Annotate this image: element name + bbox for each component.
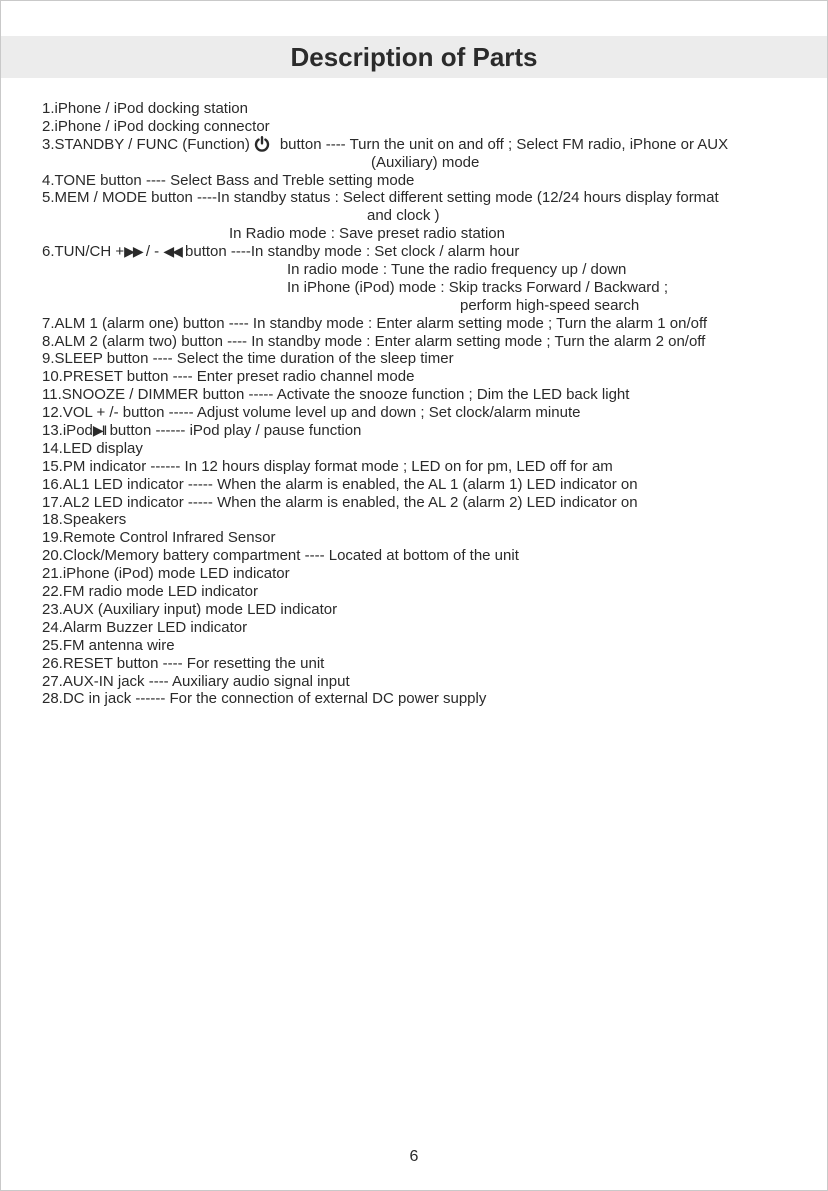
list-item: 16.AL1 LED indicator ----- When the alarm is enabled, the AL 1 (alarm 1) LED indicator on [42, 475, 638, 493]
list-item: 11.SNOOZE / DIMMER button ----- Activate the snooze function ; Dim the LED back light [42, 386, 630, 404]
list-item-continuation: perform high-speed search [460, 296, 640, 314]
list-item: 18.Speakers [42, 511, 127, 529]
list-item-continuation: In iPhone (iPod) mode : Skip tracks Forward / Backward ; [287, 278, 668, 296]
list-item: 19.Remote Control Infrared Sensor [42, 529, 276, 547]
list-item: 9.SLEEP button ---- Select the time duration of the sleep timer [42, 350, 454, 368]
list-item: 1.iPhone / iPod docking station [42, 100, 248, 117]
list-item: 15.PM indicator ------ In 12 hours display format mode ; LED on for pm, LED off for am [42, 457, 613, 475]
list-item: 14.LED display [42, 439, 143, 457]
list-item: 2.iPhone / iPod docking connector [42, 117, 270, 135]
list-item: 25.FM antenna wire [42, 636, 175, 654]
list-item: 4.TONE button ---- Select Bass and Treble setting mode [42, 171, 415, 189]
list-item: 12.VOL + /- button ----- Adjust volume level up and down ; Set clock/alarm minute [42, 404, 581, 422]
list-item: 3.STANDBY / FUNC (Function) button ---- Turn the unit on and off ; Select FM radio, iPhone or AUX [42, 136, 802, 154]
page-title: Description of Parts [290, 42, 538, 72]
list-item-continuation: In radio mode : Tune the radio frequency up / down [287, 261, 627, 279]
list-item-continuation: In Radio mode : Save preset radio station [229, 225, 505, 243]
list-item: 26.RESET button ---- For resetting the unit [42, 654, 325, 672]
page-number: 6 [409, 1148, 419, 1165]
list-item: 17.AL2 LED indicator ----- When the alarm is enabled, the AL 2 (alarm 2) LED indicator on [42, 493, 638, 511]
list-item: 13.iPod▶II button ------ iPod play / pause function [42, 422, 362, 440]
list-item: 20.Clock/Memory battery compartment ---- Located at bottom of the unit [42, 547, 519, 565]
rewind-icon: ◀◀ [163, 243, 181, 260]
list-item: 22.FM radio mode LED indicator [42, 583, 258, 601]
list-item: 8.ALM 2 (alarm two) button ---- In standby mode : Enter alarm setting mode ; Turn the alarm 2 on/off [42, 332, 706, 350]
list-item: 10.PRESET button ---- Enter preset radio channel mode [42, 368, 415, 386]
list-item: 28.DC in jack ------ For the connection of external DC power supply [42, 690, 487, 708]
list-item: 6.TUN/CH +▶▶ / - ◀◀ button ----In standby mode : Set clock / alarm hour [42, 243, 520, 261]
list-item: 27.AUX-IN jack ---- Auxiliary audio signal input [42, 672, 350, 690]
list-item: 21.iPhone (iPod) mode LED indicator [42, 565, 290, 583]
parts-list [42, 100, 802, 708]
list-item: 7.ALM 1 (alarm one) button ---- In standby mode : Enter alarm setting mode ; Turn the alarm 1 on/off [42, 314, 708, 332]
list-item-continuation: and clock ) [367, 207, 440, 225]
play-pause-icon: ▶II [92, 422, 106, 439]
list-item: 23.AUX (Auxiliary input) mode LED indicator [42, 600, 338, 618]
list-item-continuation: (Auxiliary) mode [371, 153, 480, 171]
list-item: 24.Alarm Buzzer LED indicator [42, 618, 248, 636]
list-item: 5.MEM / MODE button ----In standby status : Select different setting mode (12/24 hours display format [42, 189, 719, 207]
fast-forward-icon: ▶▶ [124, 243, 142, 260]
